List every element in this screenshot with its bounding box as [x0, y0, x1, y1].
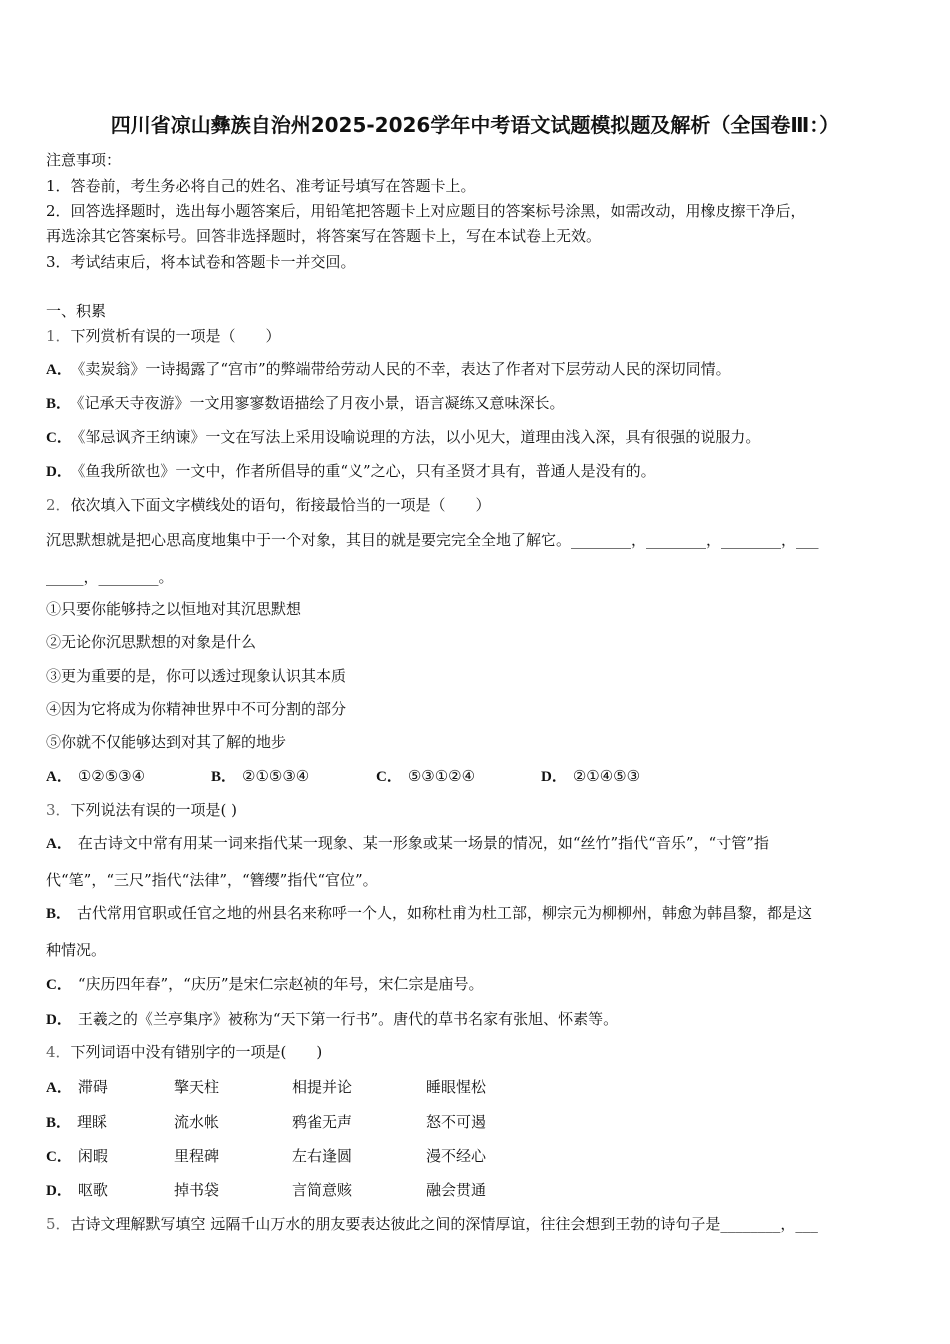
question-2-sentence: ②无论你沉思默想的对象是什么 — [46, 633, 257, 651]
question-3-option-b — [46, 903, 812, 924]
section-heading: 一、积累 — [46, 302, 107, 320]
question-number: 3． — [46, 801, 71, 819]
option-text: 《卖炭翁》一诗揭露了“宫市”的弊端带给劳动人民的不幸，表达了作者对下层劳动人民的深切同情。 — [77, 360, 731, 378]
option-text: ②①⑤③④ — [242, 767, 310, 785]
question-2-passage-cont: _____，________。 — [46, 568, 174, 586]
word: 漫不经心 — [426, 1147, 487, 1165]
option-label: B． — [46, 906, 72, 922]
word: 掉书袋 — [174, 1181, 220, 1199]
option-text: 在古诗文中常有用某一词来指代某一现象、某一形象或某一场景的情况，如“丝竹”指代“音乐”，“寸管”指 — [77, 834, 769, 852]
option-text: 《记承天寺夜游》一文用寥寥数语描绘了月夜小景，语言凝练又意味深长。 — [77, 394, 565, 412]
option-label: C． — [376, 769, 402, 785]
option-text: 《鱼我所欲也》一文中，作者所倡导的重“义”之心，只有圣贤才具有，普通人是没有的。 — [77, 462, 656, 480]
question-number: 2． — [46, 496, 71, 514]
question-4-stem — [46, 1042, 322, 1062]
question-2-sentence: ③更为重要的是，你可以透过现象认识其本质 — [46, 667, 347, 685]
question-2-sentence: ①只要你能够持之以恒地对其沉思默想 — [46, 600, 302, 618]
word: 融会贯通 — [426, 1181, 487, 1199]
option-text: ①②⑤③④ — [77, 767, 146, 785]
option-text: 《邹忌讽齐王纳谏》一文在写法上采用设喻说理的方法，以小见大，道理由浅入深，具有很强的说服力。 — [77, 428, 761, 446]
option-text: ⑤③①②④ — [407, 767, 476, 785]
option-label: D． — [46, 1012, 72, 1028]
notice-item: 3．考试结束后，将本试卷和答题卡一并交回。 — [46, 253, 356, 271]
word: 左右逢圆 — [292, 1147, 353, 1165]
word: 怒不可遏 — [426, 1113, 487, 1131]
page-title: 四川省凉山彝族自治州2025-2026学年中考语文试题模拟题及解析（全国卷Ⅲ：） — [110, 113, 840, 137]
option-label: D． — [46, 464, 72, 480]
option-text: 王羲之的《兰亭集序》被称为“天下第一行书”。唐代的草书名家有张旭、怀素等。 — [77, 1010, 619, 1028]
option-label: B． — [46, 1115, 72, 1131]
option-label: B． — [46, 396, 72, 412]
question-number: 1． — [46, 327, 71, 345]
question-text: 下列赏析有误的一项是（ ） — [70, 327, 281, 345]
word: 擎天柱 — [174, 1078, 220, 1096]
notice-item: 2．回答选择题时，选出每小题答案后，用铅笔把答题卡上对应题目的答案标号涂黑，如需改动，用橡皮擦干净后， — [46, 202, 806, 220]
question-text: 下列词语中没有错别字的一项是( ) — [70, 1043, 323, 1061]
question-2-sentence: ④因为它将成为你精神世界中不可分割的部分 — [46, 700, 347, 718]
word: 理睬 — [77, 1113, 108, 1131]
option-label: B． — [211, 769, 237, 785]
word: 睡眼惺松 — [426, 1078, 487, 1096]
option-label: C． — [46, 1149, 72, 1165]
question-1-option-a — [46, 359, 731, 380]
option-text: “庆历四年春”，“庆历”是宋仁宗赵祯的年号，宋仁宗是庙号。 — [77, 975, 484, 993]
question-text: 古诗文理解默写填空 远隔千山万水的朋友要表达彼此之间的深情厚谊，往往会想到王勃的诗句子是________，___ — [70, 1215, 818, 1233]
question-number: 4． — [46, 1043, 71, 1061]
question-2-passage: 沉思默想就是把心思高度地集中于一个对象，其目的就是要完完全全地了解它。________，________，________，___ — [46, 531, 819, 549]
question-3-stem — [46, 800, 237, 820]
question-3-option-a — [46, 833, 769, 854]
option-label: A． — [46, 836, 72, 852]
word: 闲暇 — [77, 1147, 108, 1165]
question-2-option-b — [211, 766, 309, 787]
word: 流水帐 — [174, 1113, 220, 1131]
question-3-option-d — [46, 1009, 618, 1030]
question-5-stem — [46, 1214, 818, 1234]
option-label: C． — [46, 430, 72, 446]
question-3-option-a-cont: 代“笔”，“三尺”指代“法律”，“簪缨”指代“官位”。 — [46, 871, 378, 889]
option-label: A． — [46, 769, 72, 785]
notice-item: 再选涂其它答案标号。回答非选择题时，将答案写在答题卡上，写在本试卷上无效。 — [46, 227, 602, 245]
word: 相提并论 — [292, 1078, 353, 1096]
option-label: D． — [46, 1183, 72, 1199]
word: 言简意赅 — [292, 1181, 353, 1199]
question-2-option-a — [46, 766, 145, 787]
question-number: 5． — [46, 1215, 71, 1233]
question-3-option-b-cont: 种情况。 — [46, 941, 107, 959]
word: 呕歌 — [77, 1181, 108, 1199]
word: 里程碑 — [174, 1147, 220, 1165]
question-2-sentence: ⑤你就不仅能够达到对其了解的地步 — [46, 733, 287, 751]
question-1-option-c — [46, 427, 760, 448]
question-1-option-b — [46, 393, 565, 414]
notice-heading: 注意事项： — [46, 151, 122, 169]
word: 鸦雀无声 — [292, 1113, 353, 1131]
word: 滞碍 — [77, 1078, 108, 1096]
option-label: A． — [46, 362, 72, 378]
question-1-option-d — [46, 461, 656, 482]
question-text: 依次填入下面文字横线处的语句，衔接最恰当的一项是（ ） — [70, 496, 491, 514]
question-3-option-c — [46, 974, 484, 995]
question-2-option-d — [541, 766, 640, 787]
option-label: A． — [46, 1080, 72, 1096]
option-label: D． — [541, 769, 567, 785]
question-text: 下列说法有误的一项是( ) — [70, 801, 238, 819]
question-2-stem — [46, 495, 491, 515]
option-text: 古代常用官职或任官之地的州县名来称呼一个人，如称杜甫为杜工部，柳宗元为柳柳州，韩愈为韩昌黎，都是这 — [77, 904, 813, 922]
question-1-stem — [46, 326, 281, 346]
option-label: C． — [46, 977, 72, 993]
notice-item: 1．答卷前，考生务必将自己的姓名、准考证号填写在答题卡上。 — [46, 177, 476, 195]
option-text: ②①④⑤③ — [572, 767, 641, 785]
question-2-option-c — [376, 766, 475, 787]
